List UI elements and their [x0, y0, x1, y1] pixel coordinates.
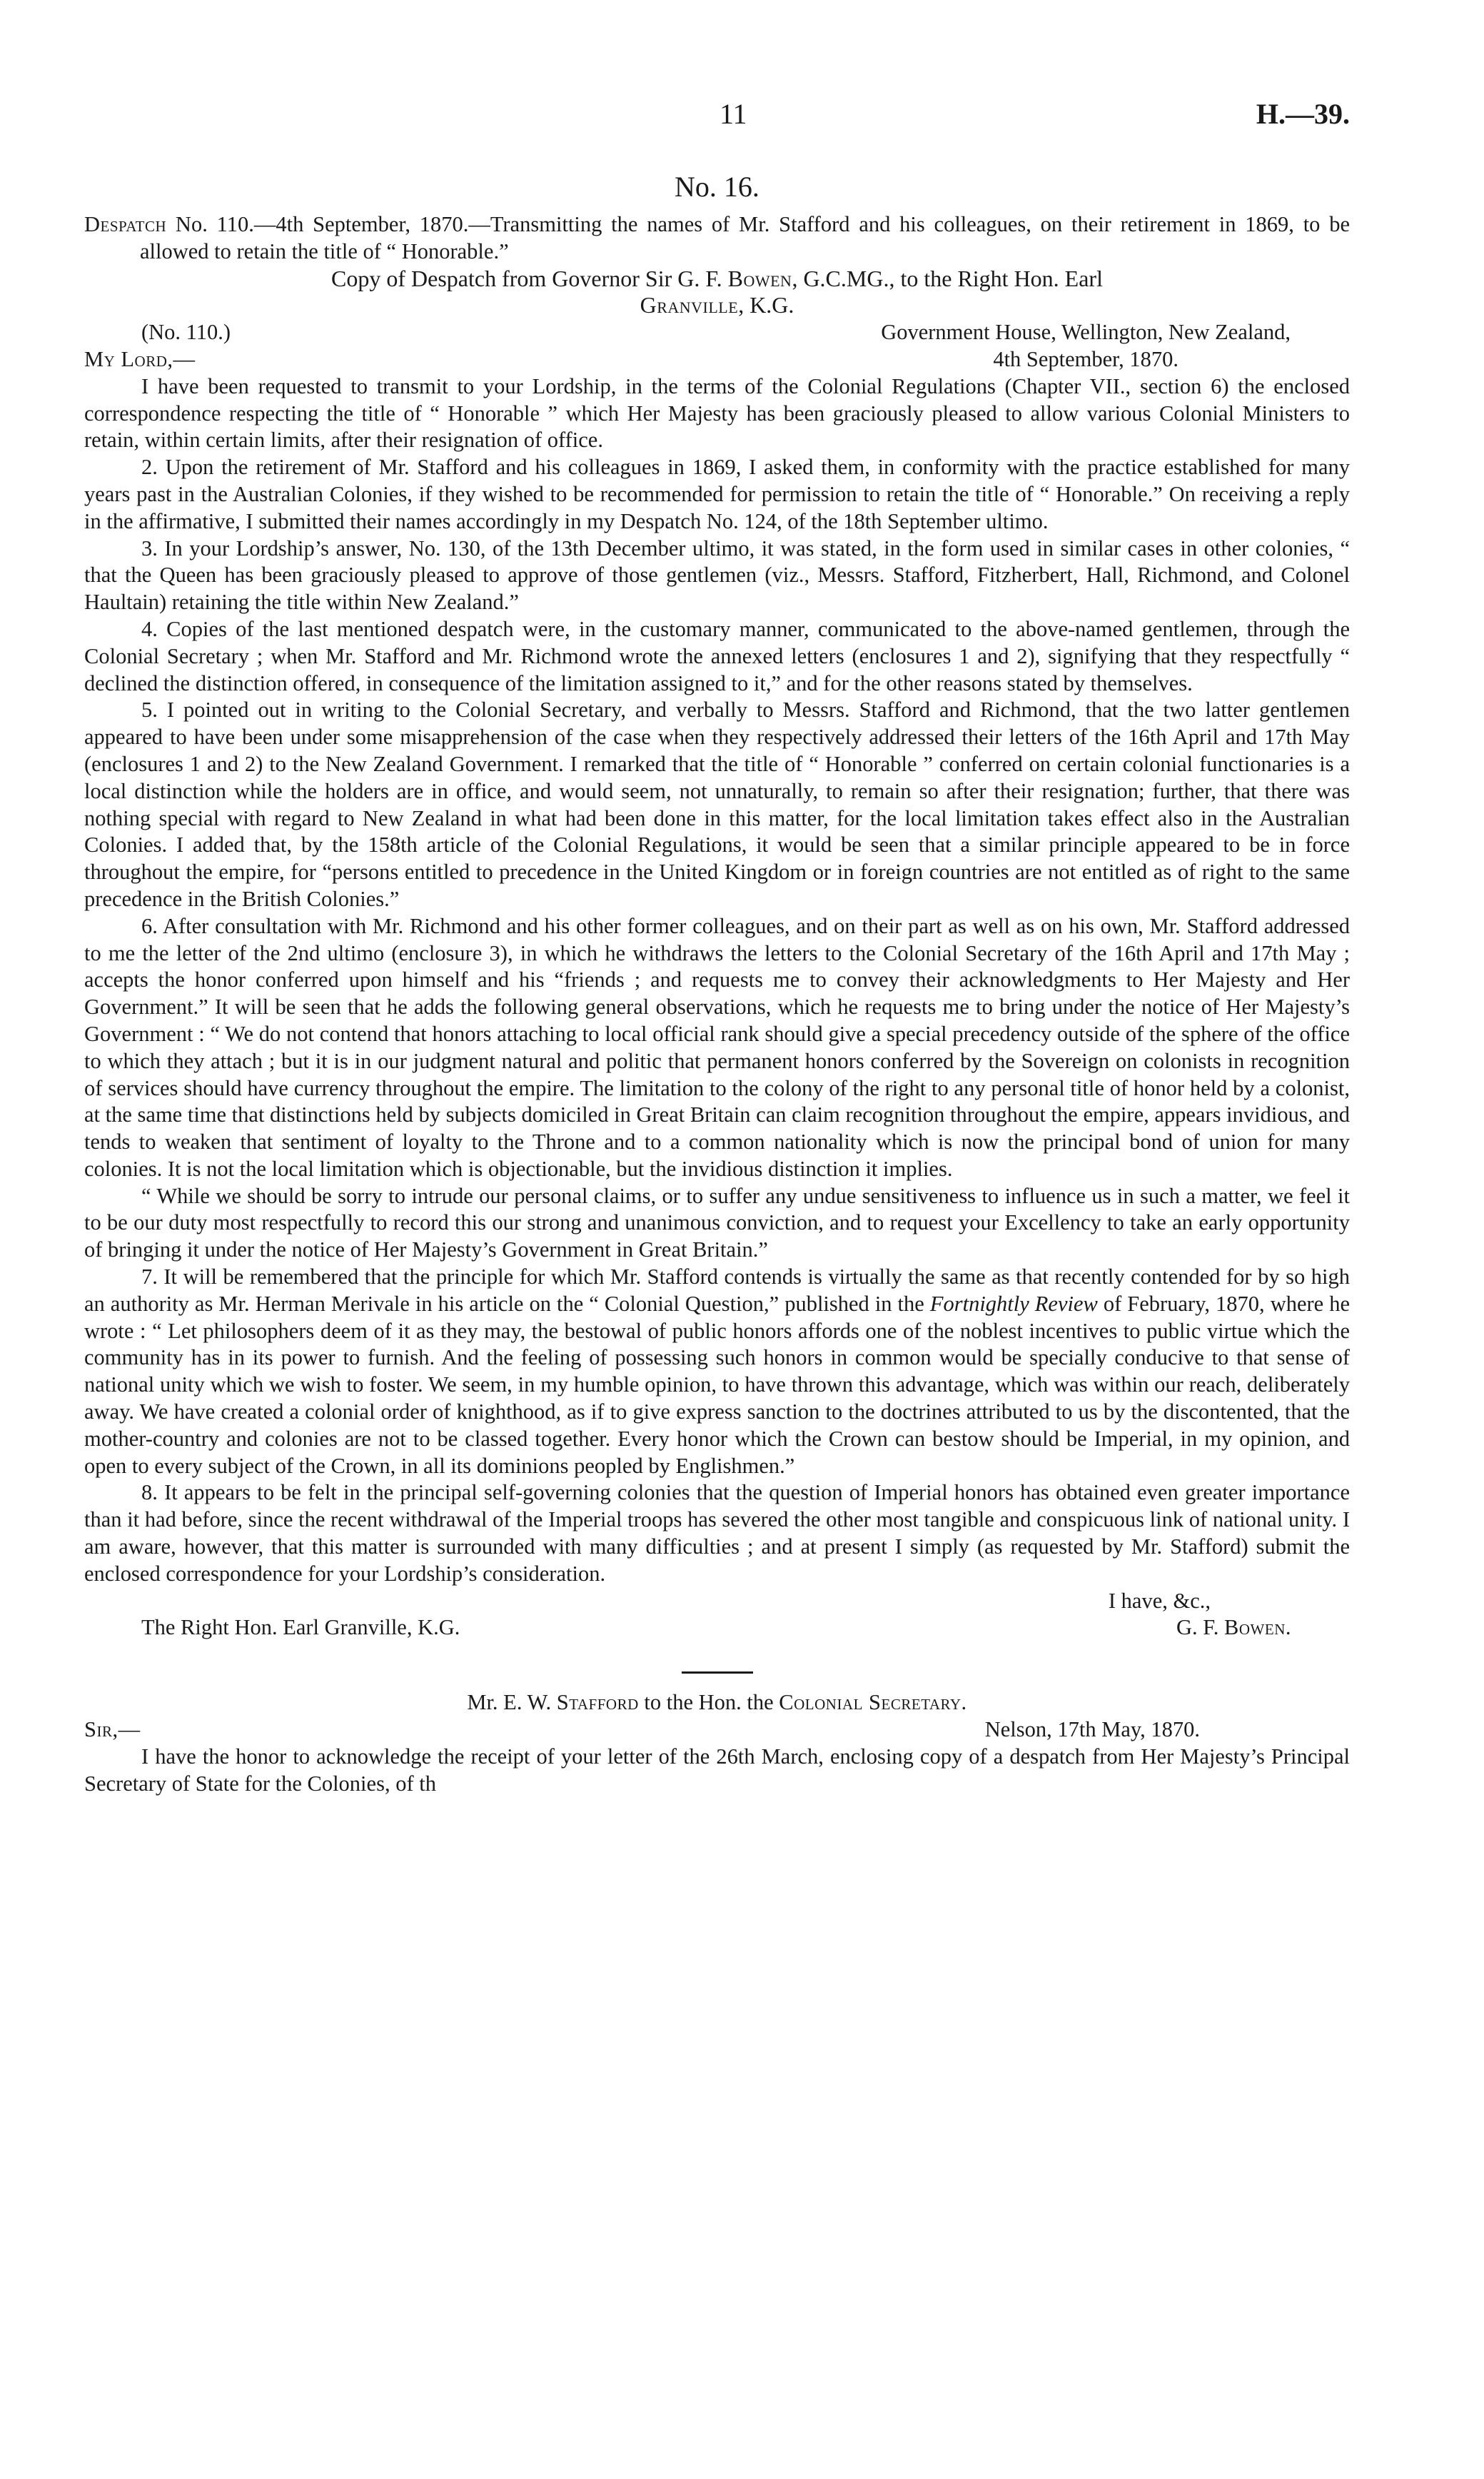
letter-to-office: Colonial Secretary.	[779, 1690, 967, 1715]
copy-line	[84, 266, 1350, 320]
document-reference: H.—39.	[1256, 98, 1350, 130]
closing: I have, &c.,	[1108, 1588, 1211, 1613]
section-divider	[682, 1671, 753, 1674]
signer-initials: G. F.	[1176, 1615, 1219, 1640]
paragraph-2: 2. Upon the retirement of Mr. Stafford and his colleagues in 1869, I asked them, in conformity with the practice established for many years past in the Australian Colonies, if they wished to be recommended for permission to retain the title of “ Honorable.” On receiving a reply in the affirmative, I submitted their names accordingly in my Despatch No. 124, of the 18th September ultimo.	[84, 455, 1350, 533]
letter-from-prefix: Mr. E. W.	[467, 1690, 552, 1715]
despatch-reference: (No. 110.)	[141, 320, 231, 345]
reference-line	[84, 319, 1350, 346]
addressee: The Right Hon. Earl Granville, K.G.	[141, 1615, 460, 1640]
paragraph-8: 8. It appears to be felt in the principal self-governing colonies that the question of Imperial honors has obtained even greater importance than it had before, since the recent withdrawal of the Imperial troops has severed the other most tangible and conspicuous link of national unity. I am aware, however, that this matter is surrounded with many difficulties ; and at present I simply (as requested by Mr. Stafford) submit the enclosed correspondence for your Lordship’s consideration.	[84, 1480, 1350, 1586]
salutation-line	[84, 346, 1350, 373]
letter-place-date: Nelson, 17th May, 1870.	[984, 1717, 1200, 1742]
signer	[1176, 1614, 1291, 1641]
salutation: My Lord,—	[84, 346, 196, 371]
letter-heading	[84, 1689, 1350, 1716]
copy-line-suffix: , K.G.	[738, 292, 794, 318]
page-number: 11	[720, 98, 747, 130]
letter-salutation: Sir,—	[84, 1717, 141, 1742]
page-header	[84, 100, 1350, 143]
earl-title: Granville	[640, 292, 739, 318]
paragraph-3: 3. In your Lordship’s answer, No. 130, of the 13th December ultimo, it was stated, in the form used in similar cases in other colonies, “ that the Queen has been graciously pleased to approve of those gentlemen (viz., Messrs. Stafford, Fitzherbert, Hall, Richmond, and Colonel Haultain) retaining the title within New Zealand.”	[84, 535, 1350, 615]
paragraph-7-before: 7. It will be remembered that the principle for which Mr. Stafford contends is virtually the same as that recently contended for by so high an authority as Mr. Herman Merivale in his article on the “ Colonial Question,” published in the	[84, 1264, 1350, 1316]
letter-to-text: to the Hon. the	[644, 1690, 774, 1715]
paragraph-4: 4. Copies of the last mentioned despatch were, in the customary manner, communicated to the above-named gentlemen, through the Colonial Secretary ; when Mr. Stafford and Mr. Richmond wrote the annexed letters (enclosures 1 and 2), signifying that they respectfully “ declined the distinction offered, in consequence of the limitation assigned to it,” and for the other reasons stated by themselves.	[84, 616, 1350, 695]
letter-body: I have the honor to acknowledge the receipt of your letter of the 26th March, enclosing copy of a despatch from Her Majesty’s Principal Secretary of State for the Colonies, of th	[84, 1744, 1350, 1796]
sender-address: Government House, Wellington, New Zealand,	[881, 320, 1291, 345]
paragraph-6: 6. After consultation with Mr. Richmond and his other former colleagues, and on their part as well as on his own, Mr. Stafford addressed to me the letter of the 2nd ultimo (enclosure 3), in which he withdraws the letters to the Colonial Secretary of the 16th April and 17th May ; accepts the honor conferred upon himself and his “friends ; and requests me to convey their acknowledgments to Her Majesty and Her Government.” It will be seen that he adds the following general observations, which he requests me to bring under the notice of Her Majesty’s Government : “ We do not contend that honors attaching to local official rank should give a special precedency outside of the sphere of the office to which they attach ; but it is in our judgment natural and politic that permanent honors conferred by the Sovereign on colonists in recognition of services should have currency throughout the empire. The limitation to the colony of the right to any personal title of honor held by a colonist, at the same time that distinctions held by subjects domiciled in Great Britain can claim recognition throughout the empire, appears invidious, and tends to weaken that sentiment of loyalty to the Throne and to a common nationality which is now the principal bond of union for many colonies. It is not the local limitation which is objectionable, but the invidious distinction it implies.	[84, 913, 1350, 1181]
paragraph-1: I have been requested to transmit to your Lordship, in the terms of the Colonial Regulations (Chapter VII., section 6) the enclosed correspondence respecting the title of “ Honorable ” which Her Majesty has been graciously pleased to allow various Colonial Ministers to retain, within certain limits, after their resignation of office.	[84, 373, 1350, 453]
copy-line-prefix: Copy of Despatch from Governor Sir G. F.	[331, 265, 722, 291]
copy-line-middle: , G.C.MG., to the Right Hon. Earl	[792, 265, 1103, 291]
document-number: No. 16.	[675, 171, 759, 203]
letter-from-name: Stafford	[556, 1690, 639, 1715]
paragraph-5: 5. I pointed out in writing to the Colonial Secretary, and verbally to Messrs. Stafford and Richmond, that the two latter gentlemen appeared to have been under some misapprehension of the case when they respectively addressed their letters of the 16th April and 17th May (enclosures 1 and 2) to the New Zealand Government. I remarked that the title of “ Honorable ” conferred on certain colonial functionaries is a local distinction while the holders are in office, and would seem, not unnaturally, to remain so after their resignation; further, that there was nothing special with regard to New Zealand in what had been done in this matter, for the local limitation takes effect also in the Australian Colonies. I added that, by the 158th article of the Colonial Regulations, it would be seen that a similar principle appeared to be in force throughout the empire, for “persons entitled to precedence in the United Kingdom or in foreign countries are not entitled as of right to the same precedence in the British Colonies.”	[84, 698, 1350, 911]
governor-name: Bowen	[727, 265, 792, 291]
letter-salutation-line	[84, 1716, 1350, 1744]
despatch-heading	[84, 211, 1350, 266]
paragraph-7-after: of February, 1870, where he wrote : “ Let philosophers deem of it as they may, the bestowal of public honors affords one of the noblest incentives to public virtue which the community has in its power to furnish. And the feeling of possessing such honors in common would be specially conducive to that sense of national unity which we wish to foster. We seem, in my humble opinion, to have thrown this advantage, which was within our reach, deliberately away. We have created a colonial order of knighthood, as if to give express sanction to the doctrines attributed to us by the discontented, that the mother-country and colonies are not to be classed together. Every honor which the Crown can bestow should be Imperial, in my opinion, and open to every subject of the Crown, in all its dominions peopled by Englishmen.”	[84, 1291, 1351, 1478]
review-title: Fortnightly Review	[929, 1291, 1098, 1316]
despatch-summary: No. 110.—4th September, 1870.—Transmitting the names of Mr. Stafford and his colleagues, on their retirement in 1869, to be allowed to retain the title of “ Honorable.”	[140, 212, 1351, 263]
despatch-label: Despatch	[84, 212, 167, 236]
paragraph-6-quote: “ While we should be sorry to intrude our personal claims, or to suffer any undue sensitiveness to influence us in such a matter, we feel it to be our duty most respectfully to record this our strong and unanimous conviction, and to request your Excellency to take an early opportunity of bringing it under the notice of Her Majesty’s Government in Great Britain.”	[84, 1183, 1350, 1262]
paragraph-7	[84, 1264, 1350, 1479]
signature-line	[84, 1614, 1350, 1641]
signer-surname: Bowen.	[1224, 1615, 1291, 1640]
letter-date: 4th September, 1870.	[993, 346, 1178, 371]
